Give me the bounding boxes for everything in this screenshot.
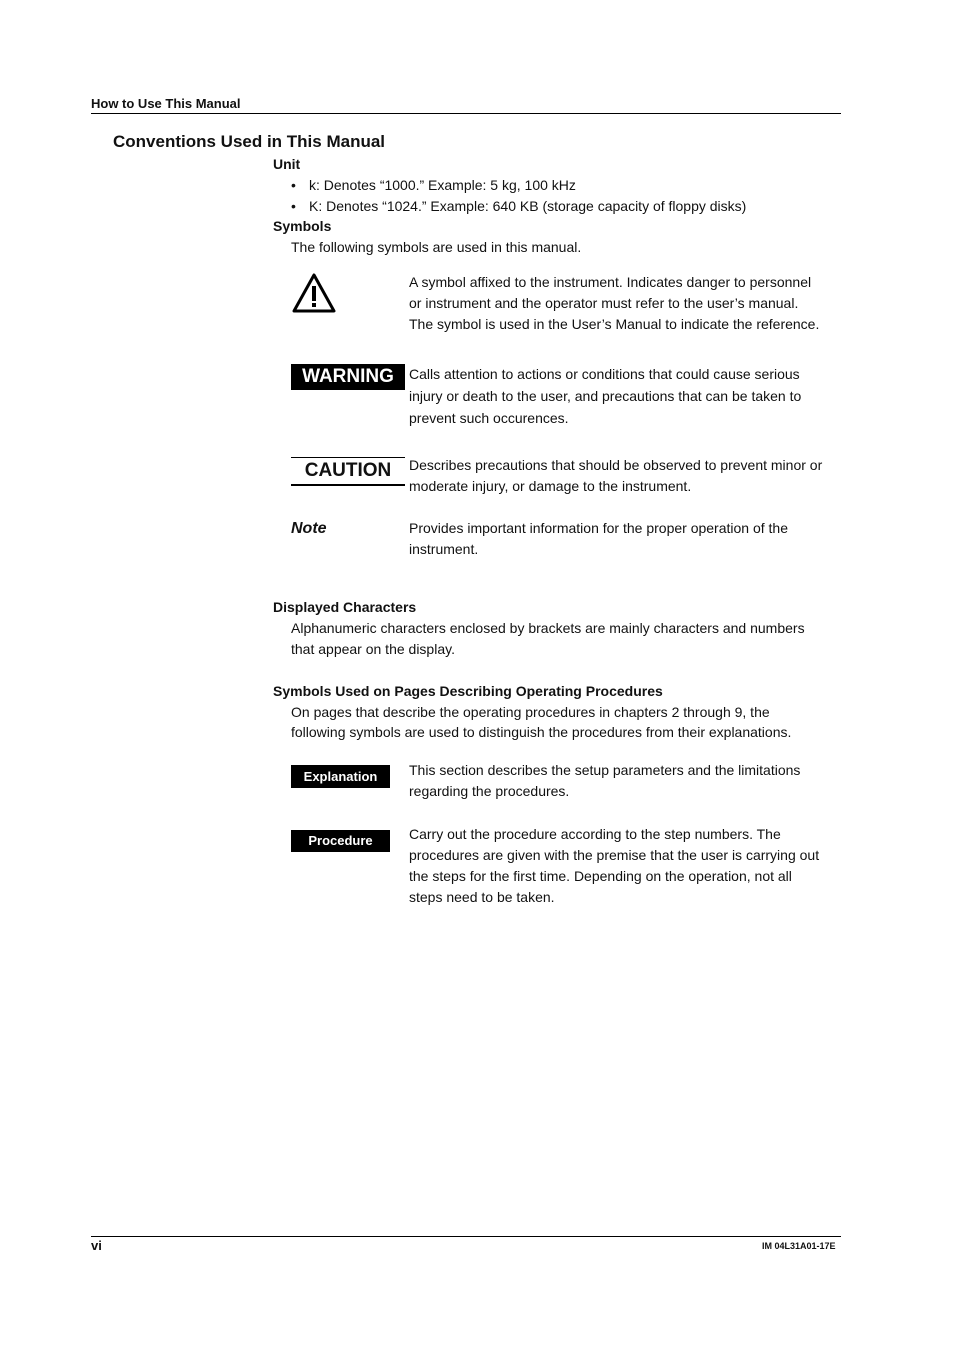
procedure-symbols-text: On pages that describe the operating procedures in chapters 2 through 9, the following symbols are used to distinguish the procedures from their explanations. (291, 704, 792, 740)
header-rule (91, 113, 841, 114)
footer-rule (91, 1236, 841, 1237)
bullet-icon: • (291, 198, 296, 214)
warning-label: WARNING (291, 364, 405, 390)
symbols-intro: The following symbols are used in this manual. (291, 239, 582, 255)
note-label: Note (291, 520, 327, 537)
symbols-heading: Symbols (273, 218, 332, 234)
page-number: vi (91, 1238, 102, 1253)
procedure-description: Carry out the procedure according to the step numbers. The procedures are given with the premise that the user is carrying out the steps for the first time. Depending on the operation, not all steps need to be taken. (409, 826, 820, 905)
warning-description: Calls attention to actions or conditions that could cause serious injury or death to the user, and precautions that can be taken to prevent such occurences. (409, 366, 802, 426)
caution-label: CAUTION (291, 457, 405, 486)
unit-bullet: • K: Denotes “1024.” Example: 640 KB (storage capacity of floppy disks) (291, 196, 746, 217)
unit-heading: Unit (273, 156, 301, 172)
procedure-symbols-heading: Symbols Used on Pages Describing Operating Procedures (273, 683, 663, 699)
section-title: Conventions Used in This Manual (113, 132, 386, 151)
document-id: IM 04L31A01-17E (762, 1241, 836, 1251)
symbol-description: A symbol affixed to the instrument. Indicates danger to personnel or instrument and the operator must refer to the user’s manual. The symbol is used in the User’s Manual to indicate the reference. (409, 274, 820, 332)
warning-triangle-icon (291, 272, 337, 314)
bullet-icon: • (291, 177, 296, 193)
explanation-label: Explanation (291, 765, 390, 788)
displayed-characters-text: Alphanumeric characters enclosed by brackets are mainly characters and numbers that appear on the display. (291, 620, 805, 657)
displayed-characters-heading: Displayed Characters (273, 599, 417, 615)
unit-bullet: • k: Denotes “1000.” Example: 5 kg, 100 kHz (291, 175, 576, 196)
running-header: How to Use This Manual (91, 96, 241, 111)
caution-description: Describes precautions that should be observed to prevent minor or moderate injury, or damage to the instrument. (409, 457, 823, 494)
note-description: Provides important information for the proper operation of the instrument. (409, 520, 788, 557)
procedure-label: Procedure (291, 830, 390, 852)
explanation-description: This section describes the setup parameters and the limitations regarding the procedures. (409, 762, 801, 799)
